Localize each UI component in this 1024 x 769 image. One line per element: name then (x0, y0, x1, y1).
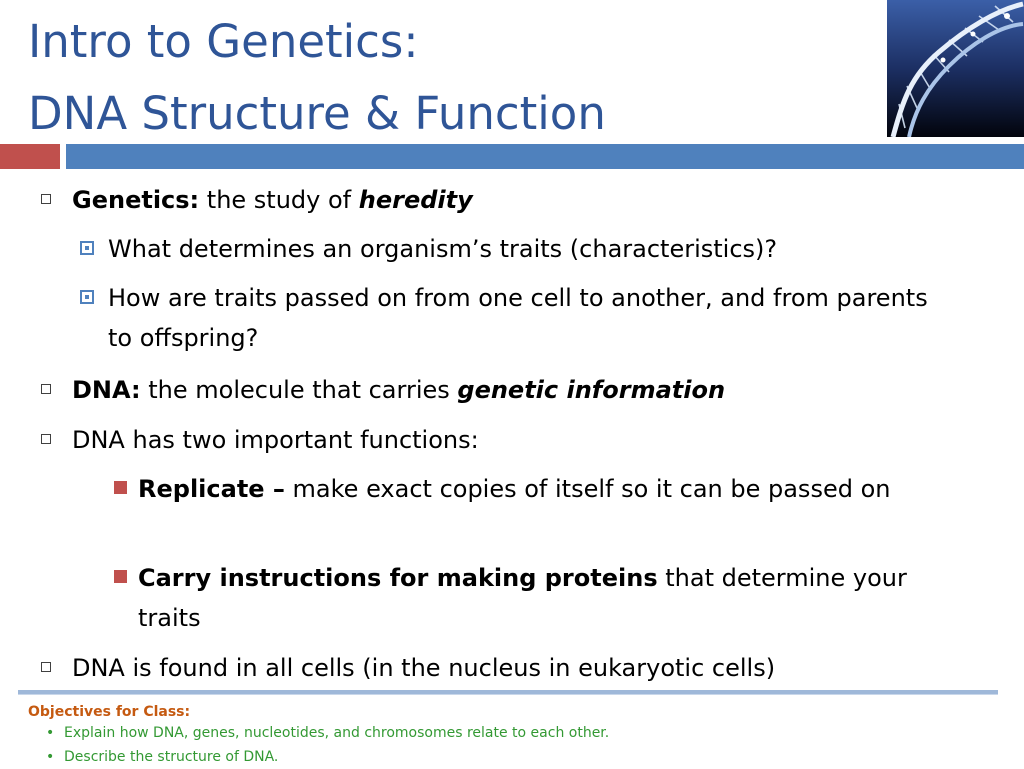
term-genetics: Genetics: (72, 186, 200, 214)
filled-square-bullet-icon (114, 570, 127, 583)
boxed-square-bullet-icon (80, 241, 94, 255)
bullet-location: DNA is found in all cells (in the nucleus in eukaryotic cells) (72, 648, 972, 688)
header-accent-blue (66, 144, 1024, 169)
title-line-1: Intro to Genetics: (28, 15, 419, 68)
bullet-functions: DNA has two important functions: (72, 420, 972, 460)
footer-divider (18, 690, 998, 695)
objective-item: • Describe the structure of DNA. (28, 745, 998, 769)
sub-bullet-traits: What determines an organism’s traits (characteristics)? (108, 229, 958, 269)
term-dna: DNA: (72, 376, 141, 404)
boxed-square-bullet-icon (80, 290, 94, 304)
objective-item: • Explain how DNA, genes, nucleotides, and chromosomes relate to each other. (28, 721, 998, 745)
hollow-square-bullet-icon (41, 662, 51, 672)
sub-bullet-proteins: Carry instructions for making proteins that determine your traits (138, 558, 958, 638)
dna-helix-image (887, 0, 1024, 137)
filled-square-bullet-icon (114, 481, 127, 494)
term-replicate: Replicate – (138, 475, 285, 503)
hollow-square-bullet-icon (41, 384, 51, 394)
header-accent-red (0, 144, 60, 169)
sub-bullet-passing: How are traits passed on from one cell to another, and from parents to offspring? (108, 278, 958, 358)
hollow-square-bullet-icon (41, 194, 51, 204)
hollow-square-bullet-icon (41, 434, 51, 444)
term-carry-instructions: Carry instructions for making proteins (138, 564, 658, 592)
slide-title (28, 6, 868, 150)
emph-genetic-information: genetic information (457, 376, 726, 404)
objectives-list (28, 721, 998, 769)
emph-heredity: heredity (358, 186, 473, 214)
objectives-box (28, 703, 998, 769)
sub-bullet-replicate: Replicate – make exact copies of itself so it can be passed on (138, 469, 958, 509)
title-line-2: DNA Structure & Function (28, 87, 606, 140)
objectives-heading: Objectives for Class: (28, 704, 191, 720)
bullet-dna: DNA: the molecule that carries genetic information (72, 370, 972, 410)
bullet-genetics: Genetics: the study of heredity (72, 180, 972, 220)
